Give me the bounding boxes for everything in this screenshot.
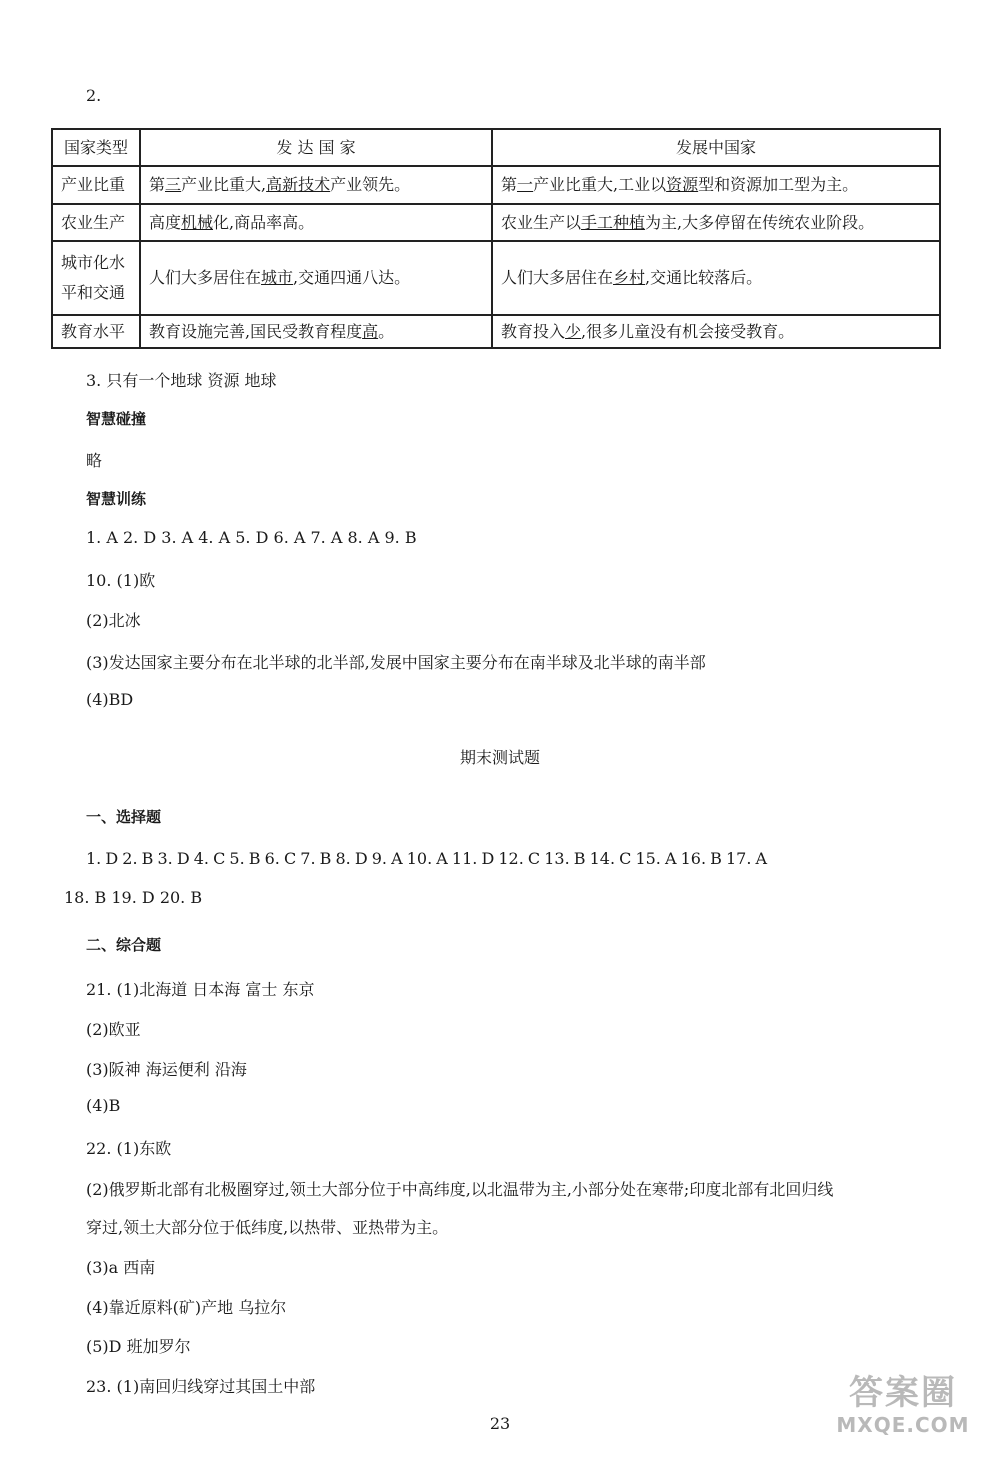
developing-cell: 人们大多居住在乡村,交通比较落后。 bbox=[492, 241, 940, 315]
section-heading-train: 智慧训练 bbox=[86, 490, 147, 508]
header-developing: 发展中国家 bbox=[492, 129, 940, 166]
row-label: 产业比重 bbox=[52, 166, 140, 204]
comparison-table bbox=[51, 128, 941, 349]
q22-answer-5: (5)D 班加罗尔 bbox=[86, 1337, 191, 1356]
train-answers-1-9: 1. A 2. D 3. A 4. A 5. D 6. A 7. A 8. A 9. B bbox=[86, 528, 417, 547]
train-answer-10-4: (4)BD bbox=[86, 690, 134, 709]
section-heading-choice: 一、选择题 bbox=[86, 808, 162, 826]
q22-answer-4: (4)靠近原料(矿)产地 乌拉尔 bbox=[86, 1298, 287, 1317]
choice-answers-18-20: 18. B 19. D 20. B bbox=[64, 888, 203, 907]
table-row bbox=[52, 241, 940, 315]
train-answer-10-2: (2)北冰 bbox=[86, 611, 141, 630]
developed-cell: 高度机械化,商品率高。 bbox=[140, 204, 492, 241]
train-answer-10-3: (3)发达国家主要分布在北半球的北半部,发展中国家主要分布在南半球及北半球的南半部 bbox=[86, 653, 706, 672]
q21-answer-1: 21. (1)北海道 日本海 富士 东京 bbox=[86, 980, 315, 999]
section-heading-comprehensive: 二、综合题 bbox=[86, 936, 162, 954]
page-number: 23 bbox=[489, 1414, 511, 1433]
developing-cell: 教育投入少,很多儿童没有机会接受教育。 bbox=[492, 315, 940, 348]
developed-cell: 第三产业比重大,高新技术产业领先。 bbox=[140, 166, 492, 204]
section-heading-collide: 智慧碰撞 bbox=[86, 410, 147, 428]
developing-cell: 第一产业比重大,工业以资源型和资源加工型为主。 bbox=[492, 166, 940, 204]
developing-cell: 农业生产以手工种植为主,大多停留在传统农业阶段。 bbox=[492, 204, 940, 241]
table-header-row bbox=[52, 129, 940, 166]
header-developed: 发 达 国 家 bbox=[140, 129, 492, 166]
q21-answer-2: (2)欧亚 bbox=[86, 1020, 141, 1039]
q23-answer-1: 23. (1)南回归线穿过其国土中部 bbox=[86, 1377, 316, 1396]
choice-answers-1-17: 1. D 2. B 3. D 4. C 5. B 6. C 7. B 8. D 9. A 10. A 11. D 12. C 13. B 14. C 15. A 16. B 17. A bbox=[86, 849, 768, 868]
table-row bbox=[52, 204, 940, 241]
collide-answer: 略 bbox=[86, 451, 103, 470]
item-3-answer: 3. 只有一个地球 资源 地球 bbox=[86, 371, 277, 390]
q22-answer-3: (3)a 西南 bbox=[86, 1258, 156, 1277]
row-label: 教育水平 bbox=[52, 315, 140, 348]
q22-answer-2-line2: 穿过,领土大部分位于低纬度,以热带、亚热带为主。 bbox=[86, 1218, 449, 1237]
q21-answer-3: (3)阪神 海运便利 沿海 bbox=[86, 1060, 247, 1079]
item-2-label: 2. bbox=[86, 86, 102, 105]
train-answer-10-1: 10. (1)欧 bbox=[86, 571, 156, 590]
row-label: 农业生产 bbox=[52, 204, 140, 241]
table-row bbox=[52, 315, 940, 348]
header-country-type: 国家类型 bbox=[52, 129, 140, 166]
table-row bbox=[52, 166, 940, 204]
developed-cell: 人们大多居住在城市,交通四通八达。 bbox=[140, 241, 492, 315]
row-label: 城市化水 平和交通 bbox=[52, 241, 140, 315]
watermark-logo: 答案圈 MXQE.COM bbox=[836, 1373, 970, 1437]
developed-cell: 教育设施完善,国民受教育程度高。 bbox=[140, 315, 492, 348]
q22-answer-2-line1: (2)俄罗斯北部有北极圈穿过,领土大部分位于中高纬度,以北温带为主,小部分处在寒带;印度北部有北回归线 bbox=[86, 1180, 834, 1199]
final-exam-title: 期末测试题 bbox=[459, 748, 540, 767]
q21-answer-4: (4)B bbox=[86, 1096, 121, 1115]
q22-answer-1: 22. (1)东欧 bbox=[86, 1139, 172, 1158]
